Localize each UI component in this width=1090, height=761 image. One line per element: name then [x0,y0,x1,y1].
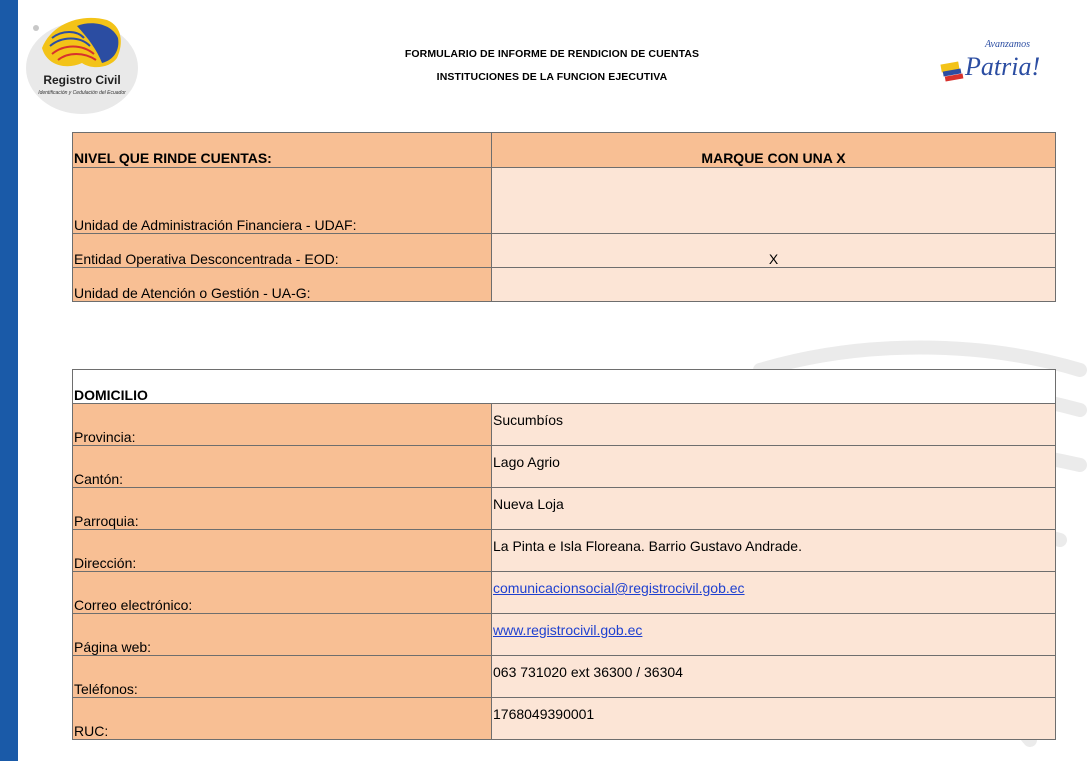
domicilio-label-telefonos: Teléfonos: [73,656,492,698]
nivel-row [73,234,1056,268]
form-subtitle: INSTITUCIONES DE LA FUNCION EJECUTIVA [436,71,668,83]
website-link[interactable]: www.registrocivil.gob.ec [493,622,643,638]
domicilio-row [73,530,1056,572]
domicilio-value-parroquia[interactable]: Nueva Loja [492,488,1056,530]
domicilio-value-telefonos[interactable]: 063 731020 ext 36300 / 36304 [492,656,1056,698]
nivel-header-row [73,133,1056,168]
nivel-row-mark[interactable] [492,168,1056,234]
domicilio-header-row [73,370,1056,404]
logo-right-text: Patria! [965,52,1041,81]
domicilio-label-ruc: RUC: [73,698,492,740]
domicilio-label-web: Página web: [73,614,492,656]
left-accent-bar [0,0,18,761]
domicilio-title: DOMICILIO [73,370,1056,404]
domicilio-row [73,614,1056,656]
domicilio-row [73,572,1056,614]
registro-civil-logo [22,8,142,118]
domicilio-row [73,488,1056,530]
nivel-table [72,132,1056,302]
domicilio-row [73,656,1056,698]
domicilio-row [73,404,1056,446]
domicilio-value-canton[interactable]: Lago Agrio [492,446,1056,488]
nivel-row-label: Entidad Operativa Desconcentrada - EOD: [73,234,492,268]
avanzamos-patria-logo [935,35,1045,90]
logo-right-subtext: Avanzamos [985,39,1030,50]
domicilio-label-provincia: Provincia: [73,404,492,446]
domicilio-value-provincia[interactable]: Sucumbíos [492,404,1056,446]
domicilio-label-canton: Cantón: [73,446,492,488]
domicilio-value-direccion[interactable]: La Pinta e Isla Floreana. Barrio Gustavo Andrade. [492,530,1056,572]
domicilio-label-direccion: Dirección: [73,530,492,572]
domicilio-label-correo: Correo electrónico: [73,572,492,614]
nivel-header-mark: MARQUE CON UNA X [492,133,1056,168]
nivel-row [73,168,1056,234]
domicilio-value-correo [492,572,1056,614]
nivel-row [73,268,1056,302]
domicilio-value-web [492,614,1056,656]
domicilio-label-parroquia: Parroquia: [73,488,492,530]
logo-left-subtext: Identificación y Cedulación del Ecuador [38,90,126,96]
domicilio-row [73,446,1056,488]
logo-left-text: Registro Civil [43,73,121,87]
email-link[interactable]: comunicacionsocial@registrocivil.gob.ec [493,580,745,596]
nivel-row-mark[interactable]: X [492,234,1056,268]
nivel-row-mark[interactable] [492,268,1056,302]
nivel-header-label: NIVEL QUE RINDE CUENTAS: [73,133,492,168]
domicilio-table [72,369,1056,740]
domicilio-row [73,698,1056,740]
nivel-row-label: Unidad de Atención o Gestión - UA-G: [73,268,492,302]
nivel-row-label: Unidad de Administración Financiera - UDAF: [73,168,492,234]
domicilio-value-ruc[interactable]: 1768049390001 [492,698,1056,740]
form-title: FORMULARIO DE INFORME DE RENDICION DE CUENTAS [404,48,700,60]
